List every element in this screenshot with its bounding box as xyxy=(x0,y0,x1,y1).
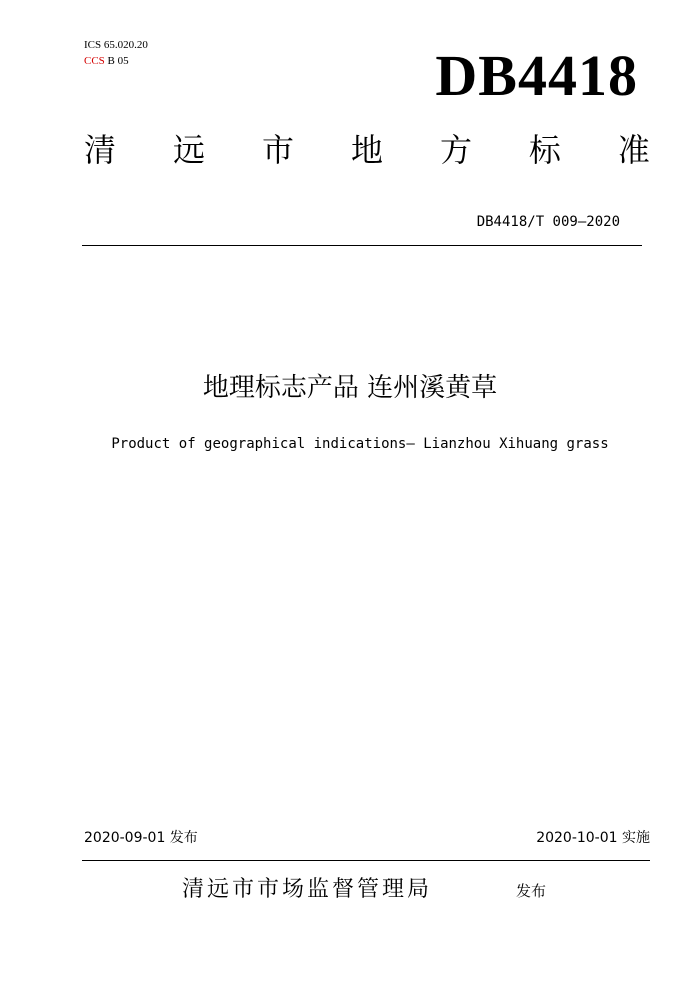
standard-type-char: 市 xyxy=(261,131,294,169)
implementation-date: 2020-10-01 实施 xyxy=(536,830,650,846)
issue-date: 2020-09-01 发布 xyxy=(84,830,198,846)
standard-type-char: 方 xyxy=(439,131,472,169)
top-divider xyxy=(82,245,642,246)
standard-type-char: 清 xyxy=(84,131,117,169)
ics-code: ICS 65.020.20 xyxy=(84,39,148,51)
document-title-en: Product of geographical indications— Lianzhou Xihuang grass xyxy=(111,436,609,452)
ccs-value: B 05 xyxy=(107,55,129,67)
ccs-code xyxy=(84,53,148,69)
document-number: DB4418/T 009—2020 xyxy=(476,214,620,230)
classification-codes xyxy=(84,37,148,69)
standard-code: DB4418 xyxy=(435,43,638,108)
standard-type-char: 准 xyxy=(617,131,650,169)
standard-type-char: 远 xyxy=(172,131,205,169)
standard-type-char: 标 xyxy=(528,131,561,169)
standard-type-char: 地 xyxy=(350,131,383,169)
publish-label: 发布 xyxy=(516,882,547,900)
publisher: 清远市市场监督管理局 xyxy=(182,877,433,902)
ccs-label: CCS xyxy=(84,55,105,67)
bottom-divider xyxy=(82,860,650,861)
standard-type xyxy=(84,130,650,170)
document-title-zh: 地理标志产品 连州溪黄草 xyxy=(202,373,498,403)
